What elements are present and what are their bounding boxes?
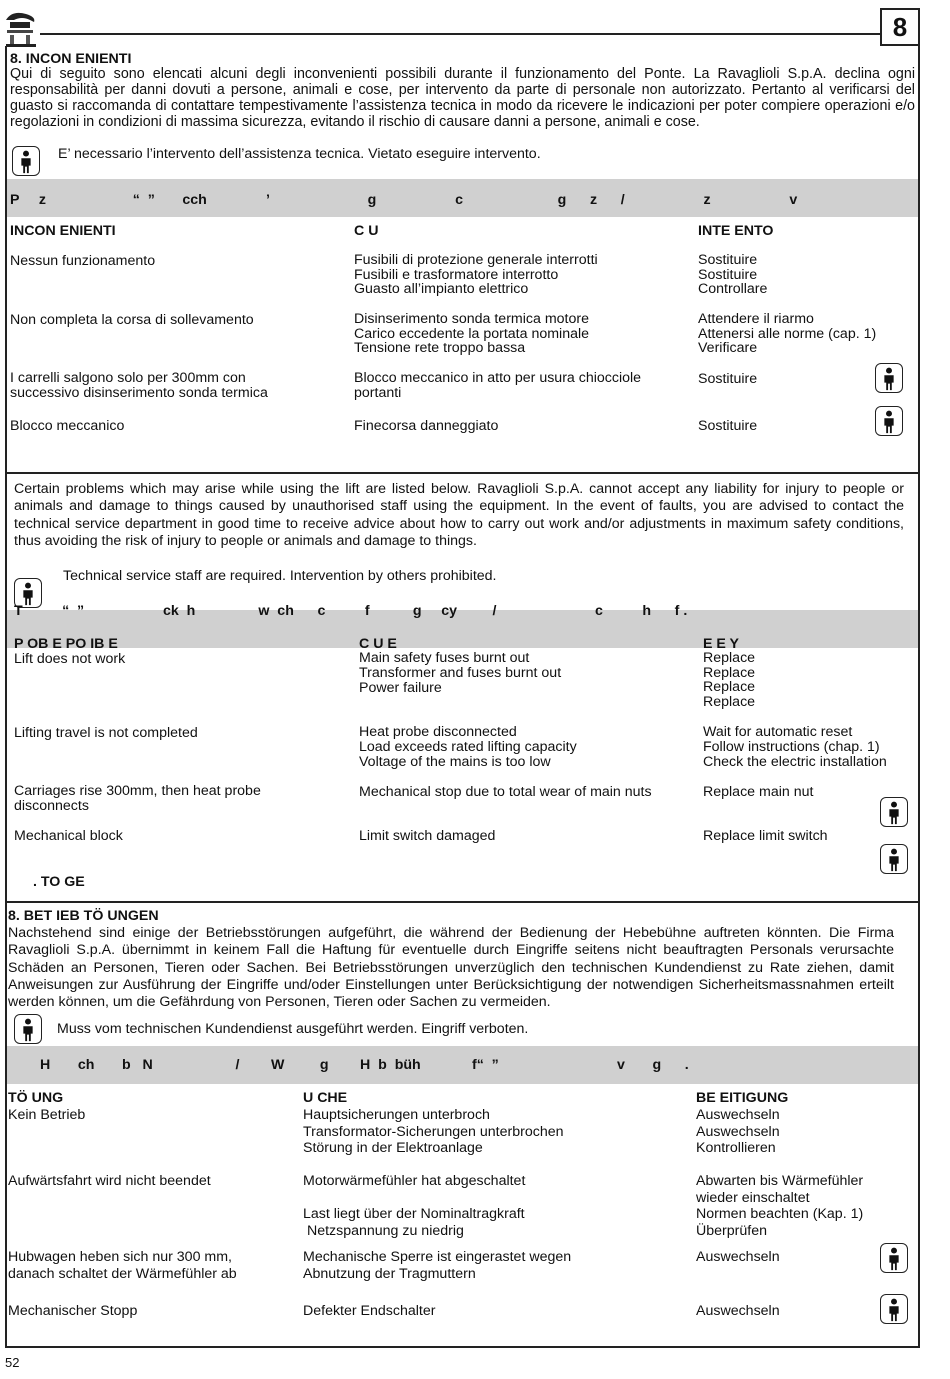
- table-row-de-4-cause: Defekter Endschalter: [303, 1303, 436, 1319]
- table-row-it-2-remedy: Attendere il riarmo Attenersi alle norme (cap. 1) Verificare: [698, 311, 877, 356]
- col-header-remedy-de: BE EITIGUNG: [696, 1090, 789, 1106]
- warning-band-text-it: P z “ ” cch ’ g c g z / z v: [10, 192, 798, 208]
- table-row-en-4-remedy: Replace limit switch: [703, 828, 828, 844]
- table-row-en-3-problem: Carriages rise 300mm, then heat probe disconnects: [14, 783, 261, 814]
- table-row-de-2-problem: Aufwärtsfahrt wird nicht beendet: [8, 1173, 211, 1189]
- intro-en: Certain problems which may arise while using the lift are listed below. Ravaglioli S.p.A. cannot accept any liability for injury to people or animals and damage to things caused by unauthorised staff using the equipment. In the event of faults, you are advised to contact the technical service department in good time to receive advice about how to carry out work and/or adjustments in maximum safety conditions, thus avoiding the risk of injury to people or animals and damage to things.: [14, 481, 904, 549]
- section-footer-en: . TO GE: [33, 874, 85, 890]
- section-title-it: 8. INCON ENIENTI: [10, 51, 132, 67]
- warning-band-text-en: T “ ” ck h w ch c f g cy / c h f .: [14, 603, 688, 619]
- table-row-de-3-remedy: Auswechseln: [696, 1249, 780, 1265]
- col-header-remedy-en: E E Y: [703, 636, 740, 652]
- page-number: 52: [5, 1355, 20, 1370]
- table-row-de-2-remedy: Abwarten bis Wärmefühler wieder einschaltet Normen beachten (Kap. 1) Überprüfen: [696, 1173, 864, 1239]
- table-row-en-2-remedy: Wait for automatic reset Follow instructions (chap. 1) Check the electric installation: [703, 724, 887, 770]
- technician-icon: [880, 1294, 908, 1324]
- col-header-problem-de: TÖ UNG: [8, 1090, 64, 1106]
- note-de: Muss vom technischen Kundendienst ausgeführt werden. Eingriff verboten.: [57, 1021, 529, 1037]
- table-row-it-1-problem: Nessun funzionamento: [10, 253, 156, 269]
- chapter-number: 8: [880, 8, 920, 46]
- section-title-de: 8. BET IEB TÖ UNGEN: [8, 908, 159, 924]
- col-header-cause-en: C U E: [359, 636, 397, 652]
- technician-icon: [875, 406, 903, 436]
- note-en: Technical service staff are required. Intervention by others prohibited.: [63, 568, 497, 584]
- table-row-it-2-cause: Disinserimento sonda termica motore Carico eccedente la portata nominale Tensione rete troppo bassa: [354, 311, 590, 356]
- table-row-de-4-remedy: Auswechseln: [696, 1303, 780, 1319]
- col-header-cause-de: U CHE: [303, 1090, 348, 1106]
- table-row-en-2-problem: Lifting travel is not completed: [14, 725, 198, 741]
- col-header-cause-it: C U: [354, 223, 379, 239]
- table-row-it-1-cause: Fusibili di protezione generale interrotti Fusibili e trasformatore interrotto Guasto all’impianto elettrico: [354, 252, 598, 297]
- table-row-en-4-cause: Limit switch damaged: [359, 828, 496, 844]
- table-row-it-3-cause: Blocco meccanico in atto per usura chiocciole portanti: [354, 370, 642, 401]
- technician-icon: [14, 1014, 42, 1044]
- table-row-de-1-remedy: Auswechseln Auswechseln Kontrollieren: [696, 1107, 780, 1156]
- table-row-de-3-cause: Mechanische Sperre ist eingerastet wegen Abnutzung der Tragmuttern: [303, 1249, 572, 1282]
- table-row-de-1-cause: Hauptsicherungen unterbroch Transformator-Sicherungen unterbrochen Störung in der Elektroanlage: [303, 1107, 564, 1156]
- note-it: E’ necessario l’intervento dell’assistenza tecnica. Vietato eseguire intervento.: [58, 146, 541, 162]
- manufacturer-logo: [4, 8, 40, 48]
- table-row-en-1-cause: Main safety fuses burnt out Transformer and fuses burnt out Power failure: [359, 650, 562, 696]
- table-row-de-3-problem: Hubwagen heben sich nur 300 mm, danach schaltet der Wärmefühler ab: [8, 1249, 237, 1282]
- technician-icon: [880, 797, 908, 827]
- table-row-en-1-problem: Lift does not work: [14, 651, 126, 667]
- technician-icon: [880, 1243, 908, 1273]
- table-row-it-2-problem: Non completa la corsa di sollevamento: [10, 312, 254, 328]
- intro-it: Qui di seguito sono elencati alcuni degli inconvenienti possibili durante il funzionamento del Ponte. La Ravaglioli S.p.A. declina ogni responsabilità per danni dovuti a persone, animali e cose, per intervento da parte di personale non autorizzato. Pertanto al verificarsi del guasto si raccomanda di contattare tempestivamente l’assistenza tecnica in modo da ricevere le indicazioni per poter compiere operazioni e/o regolazioni in condizioni di massima sicurezza, evitando il rischio di causare danni a persone, animali e cose.: [10, 66, 915, 130]
- table-row-de-4-problem: Mechanischer Stopp: [8, 1303, 138, 1319]
- table-row-de-1-problem: Kein Betrieb: [8, 1107, 86, 1123]
- table-row-it-3-problem: I carrelli salgono solo per 300mm con successivo disinserimento sonda termica: [10, 370, 268, 401]
- table-row-en-2-cause: Heat probe disconnected Load exceeds rated lifting capacity Voltage of the mains is too low: [359, 724, 577, 770]
- technician-icon: [12, 146, 40, 176]
- table-row-it-4-remedy: Sostituire: [698, 418, 758, 434]
- intro-de: Nachstehend sind einige der Betriebsstörungen aufgeführt, die während der Bedienung der Hebebühne auftreten könnten. Die Firma Ravaglioli S.p.A. übernimmt in keinem Fall die Haftung für eventuelle durch Eingriffe seitens nicht beauftragten Personals verursachte Schäden an Personen, Tieren oder Sachen. Bei Betriebsstörungen unverzüglich den technischen Kundendienst zu Rate ziehen, damit Anweisungen zur Ausführung der Eingriffe und/oder Einstellungen unter Berücksichtigung der notwendigen Sicherheitsmassnahmen erteilt werden können, um die Gefährdung von Personen, Tieren oder Sachen zu vermeiden.: [8, 925, 894, 1011]
- col-header-problem-it: INCON ENIENTI: [10, 223, 116, 239]
- table-row-it-3-remedy: Sostituire: [698, 371, 758, 387]
- col-header-problem-en: P OB E PO IB E: [14, 636, 118, 652]
- table-row-it-1-remedy: Sostituire Sostituire Controllare: [698, 252, 768, 297]
- table-row-en-4-problem: Mechanical block: [14, 828, 123, 844]
- section-divider: [5, 901, 920, 903]
- warning-band-text-de: H ch b N / W g H b büh f“ ” v g .: [40, 1057, 689, 1073]
- table-row-de-2-cause: Motorwärmefühler hat abgeschaltet Last liegt über der Nominaltragkraft Netzspannung zu niedrig: [303, 1173, 526, 1239]
- col-header-remedy-it: INTE ENTO: [698, 223, 774, 239]
- table-row-en-3-cause: Mechanical stop due to total wear of main nuts: [359, 784, 652, 800]
- table-row-en-3-remedy: Replace main nut: [703, 784, 814, 800]
- header-rule: [40, 33, 880, 35]
- technician-icon: [875, 363, 903, 393]
- technician-icon: [880, 844, 908, 874]
- table-row-en-1-remedy: Replace Replace Replace Replace: [703, 650, 756, 710]
- table-row-it-4-problem: Blocco meccanico: [10, 418, 125, 434]
- section-divider: [5, 472, 920, 474]
- table-row-it-4-cause: Finecorsa danneggiato: [354, 418, 499, 434]
